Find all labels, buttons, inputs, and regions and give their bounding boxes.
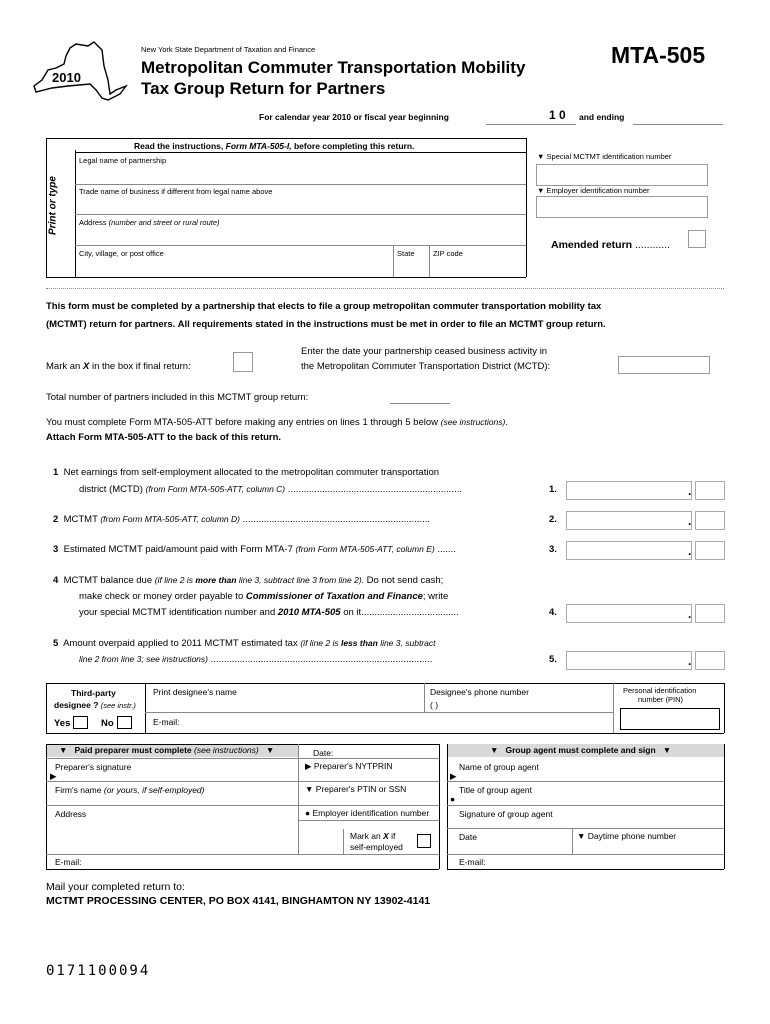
designee-no-checkbox[interactable] bbox=[117, 716, 132, 729]
line2-ref: 2. bbox=[549, 514, 557, 525]
notice-line1: This form must be completed by a partnership that elects to file a group metropolitan commuter transportation mobility tax bbox=[46, 301, 602, 312]
group-agent-title-bullet-icon: ● bbox=[450, 794, 456, 804]
third-party-designee: designee ? (see instr.) bbox=[54, 700, 136, 710]
form-title-line1: Metropolitan Commuter Transportation Mobility bbox=[141, 58, 526, 77]
line5-cents-input[interactable] bbox=[695, 651, 725, 670]
line3-dollars-input[interactable] bbox=[566, 541, 692, 560]
agency-name: New York State Department of Taxation and Finance bbox=[141, 45, 316, 54]
preparer-signature-arrow-icon: ▶ bbox=[50, 771, 57, 781]
line1-text: 1 Net earnings from self-employment allocated to the metropolitan commuter transportation bbox=[53, 467, 440, 478]
city-label: City, village, or post office bbox=[79, 249, 164, 258]
special-id-label: ▼ Special MCTMT identification number bbox=[537, 152, 672, 161]
must-complete-line2: Attach Form MTA-505-ATT to the back of this return. bbox=[46, 432, 282, 443]
designee-phone-parens[interactable]: ( ) bbox=[430, 700, 439, 710]
line4-dollars-input[interactable] bbox=[566, 604, 692, 623]
must-complete-line1: You must complete Form MTA-505-ATT before making any entries on lines 1 through 5 below (see instructions). bbox=[46, 417, 508, 428]
line3-ref: 3. bbox=[549, 544, 557, 555]
line4-ref: 4. bbox=[549, 607, 557, 618]
line3-text: 3 Estimated MCTMT paid/amount paid with Form MTA-7 (from Form MTA-505-ATT, column E) ....... bbox=[53, 544, 456, 555]
notice-line2: (MCTMT) return for partners. All requirements stated in the instructions must be met in order to file an MCTMT group return. bbox=[46, 319, 606, 330]
designee-email-label: E-mail: bbox=[153, 717, 180, 727]
total-partners-label: Total number of partners included in this MCTMT group return: bbox=[46, 392, 309, 403]
ceased-line2: the Metropolitan Commuter Transportation District (MCTD): bbox=[301, 361, 551, 372]
self-employed-line1: Mark an X if bbox=[350, 831, 396, 841]
fiscal-year-digits[interactable]: 1 0 bbox=[549, 108, 566, 122]
trade-name-label: Trade name of business if different from legal name above bbox=[79, 187, 273, 196]
designee-yes-label: Yes bbox=[54, 718, 71, 729]
group-agent-signature-label: Signature of group agent bbox=[459, 809, 553, 819]
form-id: MTA-505 bbox=[611, 42, 706, 68]
special-id-input[interactable] bbox=[536, 164, 708, 186]
form-barcode-number: 0171100094 bbox=[46, 963, 151, 979]
line5-text2: line 2 from line 3; see instructions) .................................................................................... bbox=[79, 654, 433, 665]
preparer-nytprin-label: ▶ Preparer's NYTPRIN bbox=[305, 761, 393, 771]
calendar-year-text: For calendar year 2010 or fiscal year beginning bbox=[259, 112, 449, 122]
group-agent-email-label: E-mail: bbox=[459, 857, 486, 867]
address-label: Address (number and street or rural route) bbox=[79, 218, 220, 227]
line1-text2: district (MCTD) (from Form MTA-505-ATT, column C) .................................................................. bbox=[79, 484, 462, 495]
group-agent-phone-label: ▼ Daytime phone number bbox=[577, 831, 677, 841]
print-or-type-label: Print or type bbox=[47, 176, 59, 235]
preparer-header-text: ▼ Paid preparer must complete (see instructions) ▼ bbox=[59, 745, 275, 755]
designee-yes-checkbox[interactable] bbox=[73, 716, 88, 729]
mail-instruction: Mail your completed return to: bbox=[46, 881, 185, 893]
firm-name-label: Firm's name (or yours, if self-employed) bbox=[55, 785, 205, 795]
designee-pin-input[interactable] bbox=[620, 708, 720, 730]
form-year: 2010 bbox=[52, 70, 81, 85]
mail-address: MCTMT PROCESSING CENTER, PO BOX 4141, BINGHAMTON NY 13902-4141 bbox=[46, 895, 431, 907]
line2-dollars-input[interactable] bbox=[566, 511, 692, 530]
preparer-date-label: Date: bbox=[313, 748, 334, 758]
ein-label: ▼ Employer identification number bbox=[537, 186, 650, 195]
third-party-title: Third-party bbox=[71, 688, 116, 698]
designee-name-label: Print designee's name bbox=[153, 687, 237, 697]
line4-cents-input[interactable] bbox=[695, 604, 725, 623]
preparer-ein-label: ● Employer identification number bbox=[305, 808, 430, 818]
group-agent-name-label: Name of group agent bbox=[459, 762, 539, 772]
line5-ref: 5. bbox=[549, 654, 557, 665]
group-agent-title-label: Title of group agent bbox=[459, 785, 532, 795]
preparer-ptin-label: ▼ Preparer's PTIN or SSN bbox=[305, 784, 407, 794]
line1-cents-input[interactable] bbox=[695, 481, 725, 500]
line5-dollars-input[interactable] bbox=[566, 651, 692, 670]
state-label: State bbox=[397, 249, 415, 258]
ceased-date-input[interactable] bbox=[618, 356, 710, 374]
line2-text: 2 MCTMT (from Form MTA-505-ATT, column D) ....................................................................... bbox=[53, 514, 431, 525]
line2-cents-input[interactable] bbox=[695, 511, 725, 530]
preparer-address-label: Address bbox=[55, 809, 87, 819]
ein-input[interactable] bbox=[536, 196, 708, 218]
pin-label-line1: Personal identification bbox=[623, 686, 697, 695]
line5-text: 5 Amount overpaid applied to 2011 MCTMT estimated tax (if line 2 is less than line 3, subtract bbox=[53, 638, 436, 649]
ceased-line1: Enter the date your partnership ceased business activity in bbox=[301, 346, 548, 357]
group-agent-header-text: ▼ Group agent must complete and sign ▼ bbox=[490, 745, 672, 755]
line4-text2: make check or money order payable to Commissioner of Taxation and Finance; write bbox=[79, 591, 449, 602]
preparer-email-label: E-mail: bbox=[55, 857, 82, 867]
line1-dollars-input[interactable] bbox=[566, 481, 692, 500]
self-employed-line2: self-employed bbox=[350, 842, 403, 852]
designee-no-label: No bbox=[101, 718, 114, 729]
zip-label: ZIP code bbox=[433, 249, 463, 258]
designee-phone-label: Designee's phone number bbox=[430, 687, 529, 697]
pin-label-line2: number (PIN) bbox=[638, 695, 684, 704]
line4-text: 4 MCTMT balance due (if line 2 is more than line 3, subtract line 3 from line 2). Do not send cash; bbox=[53, 575, 444, 586]
legal-name-label: Legal name of partnership bbox=[79, 156, 167, 165]
self-employed-checkbox[interactable] bbox=[417, 834, 431, 848]
group-agent-date-label: Date bbox=[459, 832, 477, 842]
line3-cents-input[interactable] bbox=[695, 541, 725, 560]
and-ending-text: and ending bbox=[579, 112, 625, 122]
preparer-signature-label: Preparer's signature bbox=[55, 762, 132, 772]
form-title-line2: Tax Group Return for Partners bbox=[141, 79, 386, 98]
line4-text3: your special MCTMT identification number and 2010 MTA-505 on it..................................... bbox=[79, 607, 459, 618]
group-agent-name-arrow-icon: ▶ bbox=[450, 771, 457, 781]
amended-return-label: Amended return ............ bbox=[551, 239, 671, 251]
line1-ref: 1. bbox=[549, 484, 557, 495]
instructions-note: Read the instructions, Form MTA-505-I, before completing this return. bbox=[134, 141, 415, 151]
amended-return-checkbox[interactable] bbox=[688, 230, 706, 248]
final-return-label: Mark an X in the box if final return: bbox=[46, 361, 191, 372]
final-return-checkbox[interactable] bbox=[233, 352, 253, 372]
